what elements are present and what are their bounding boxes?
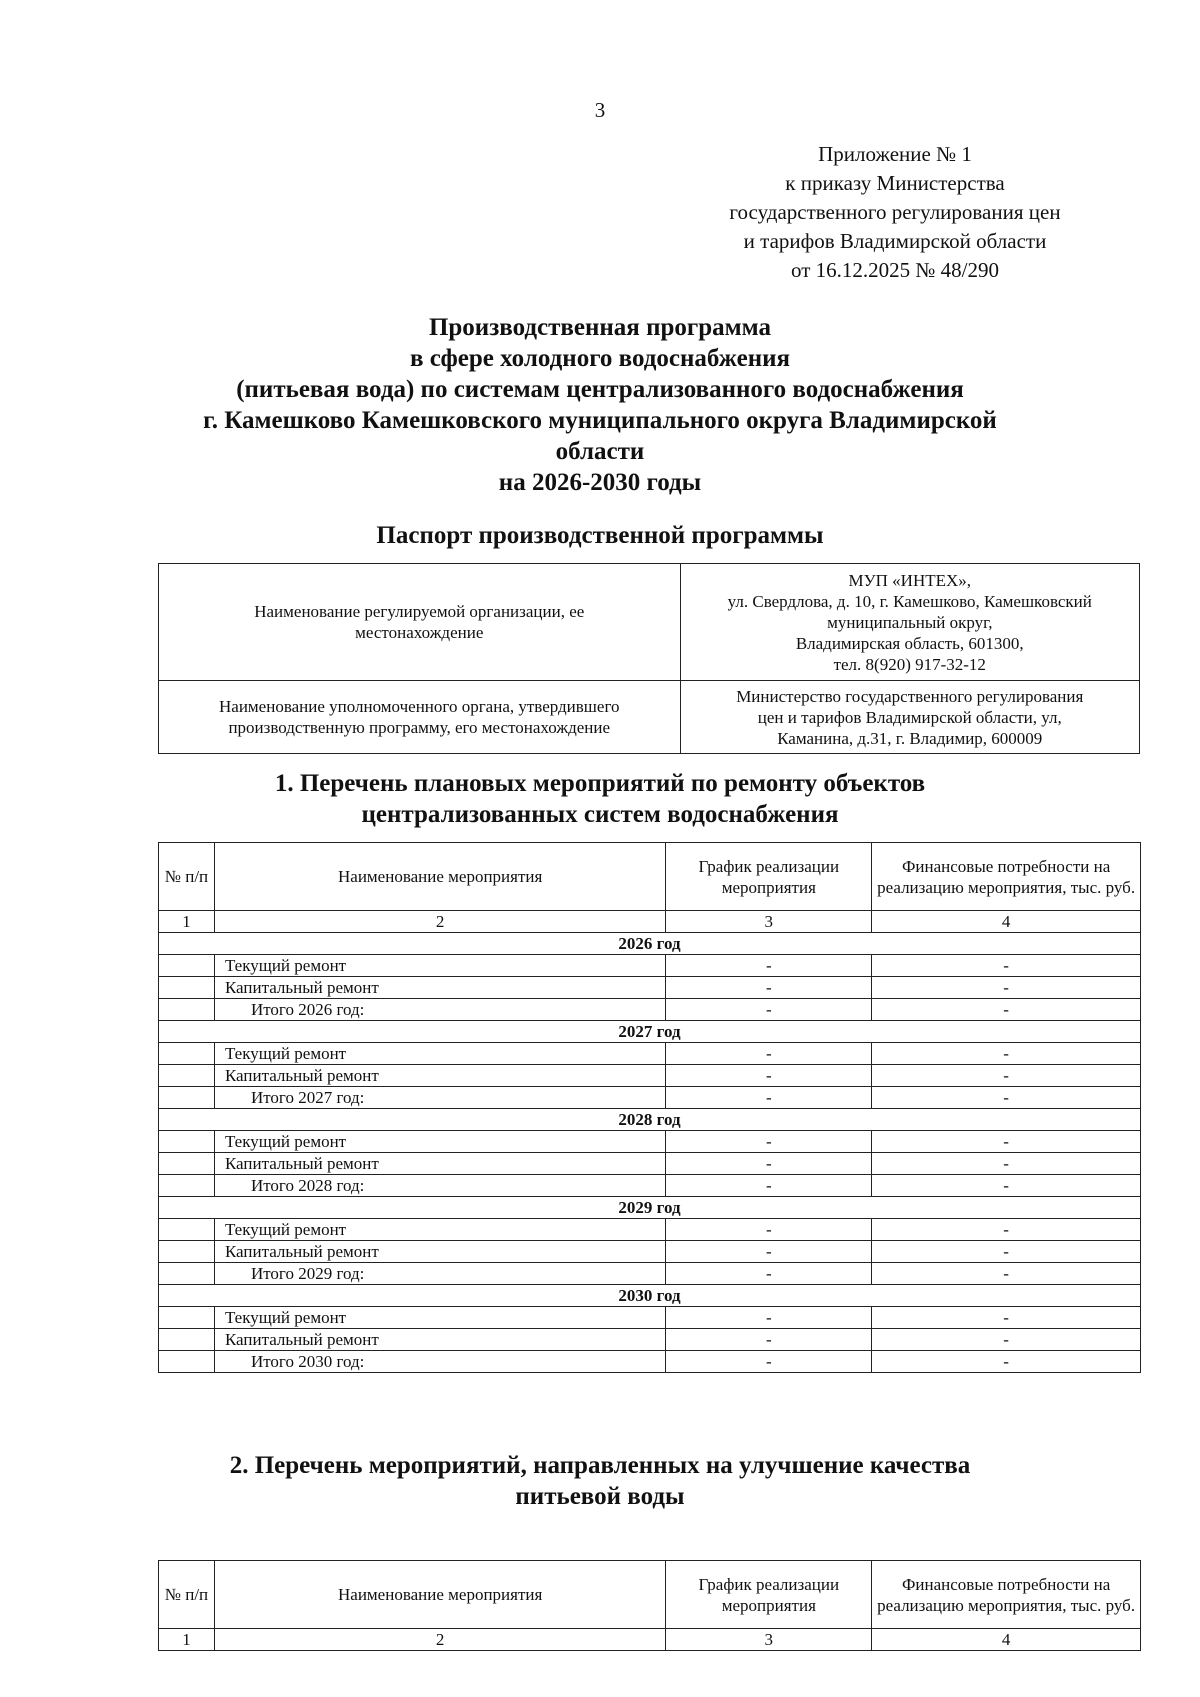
header-schedule: График реализации мероприятия [666, 843, 872, 911]
repair-measures-body [159, 933, 1141, 1373]
measure-name: Текущий ремонт [214, 1131, 665, 1153]
title-line: Производственная программа [428, 314, 772, 341]
title-line: (питьевая вода) по системам централизованного водоснабжения [236, 376, 964, 403]
table-row [159, 977, 1141, 999]
table-row [159, 1307, 1141, 1329]
appendix-line: Приложение № 1 [818, 142, 972, 166]
passport-row1-value [680, 564, 1139, 681]
passport-row2-label: Наименование уполномоченного органа, утвердившего производственную программу, его местонахождение [159, 681, 681, 754]
passport-table [158, 563, 1140, 754]
year-row [159, 1197, 1141, 1219]
measure-name: Итого 2028 год: [214, 1175, 665, 1197]
row-number [159, 1043, 215, 1065]
row-number [159, 1351, 215, 1373]
header-schedule: График реализации мероприятия [666, 1561, 872, 1629]
appendix-line: и тарифов Владимирской области [743, 229, 1047, 253]
table-row [159, 1351, 1141, 1373]
row-number [159, 1329, 215, 1351]
table-header-row [159, 843, 1141, 911]
finance-cell: - [872, 1043, 1141, 1065]
finance-cell: - [872, 1329, 1141, 1351]
column-number: 4 [872, 911, 1141, 933]
page-number: 3 [594, 98, 606, 122]
year-label: 2026 год [159, 933, 1141, 955]
passport-row1-label: Наименование регулируемой организации, ее местонахождение [159, 564, 681, 681]
header-number: № п/п [159, 1561, 215, 1629]
row-number [159, 1175, 215, 1197]
table-row [159, 1131, 1141, 1153]
measure-name: Текущий ремонт [214, 955, 665, 977]
year-label: 2028 год [159, 1109, 1141, 1131]
table-header-row [159, 1561, 1141, 1629]
title-line: в сфере холодного водоснабжения [409, 345, 791, 372]
section2-title-line: питьевой воды [515, 1483, 685, 1510]
year-label: 2029 год [159, 1197, 1141, 1219]
column-number-row [159, 1629, 1141, 1651]
table-row [159, 1219, 1141, 1241]
table-row [159, 955, 1141, 977]
section1-title-line: централизованных систем водоснабжения [361, 801, 839, 828]
year-label: 2027 год [159, 1021, 1141, 1043]
appendix-line: государственного регулирования цен [729, 200, 1061, 224]
schedule-cell: - [666, 999, 872, 1021]
passport-value-line: тел. 8(920) 917-32-12 [833, 654, 986, 674]
finance-cell: - [872, 1241, 1141, 1263]
passport-value-line: ул. Свердлова, д. 10, г. Камешково, Камешковский [727, 591, 1092, 611]
header-finance: Финансовые потребности на реализацию мероприятия, тыс. руб. [872, 1561, 1141, 1629]
table-row [159, 1329, 1141, 1351]
passport-row [159, 564, 1140, 681]
water-quality-measures-table [158, 1560, 1141, 1651]
section2-title [0, 1450, 1200, 1512]
section1-title-line: 1. Перечень плановых мероприятий по ремонту объектов [274, 770, 926, 797]
schedule-cell: - [666, 1043, 872, 1065]
measure-name: Капитальный ремонт [214, 977, 665, 999]
finance-cell: - [872, 1307, 1141, 1329]
measure-name: Капитальный ремонт [214, 1329, 665, 1351]
finance-cell: - [872, 1263, 1141, 1285]
schedule-cell: - [666, 1131, 872, 1153]
measure-name: Итого 2026 год: [214, 999, 665, 1021]
column-number-row [159, 911, 1141, 933]
passport-value-line: Каманина, д.31, г. Владимир, 600009 [777, 728, 1043, 748]
passport-value-line: цен и тарифов Владимирской области, ул, [757, 707, 1062, 727]
header-finance: Финансовые потребности на реализацию мероприятия, тыс. руб. [872, 843, 1141, 911]
table-row [159, 1175, 1141, 1197]
measure-name: Капитальный ремонт [214, 1153, 665, 1175]
finance-cell: - [872, 955, 1141, 977]
appendix-line: к приказу Министерства [785, 171, 1005, 195]
schedule-cell: - [666, 1175, 872, 1197]
passport-value-line: Министерство государственного регулирования [736, 686, 1084, 706]
column-number: 4 [872, 1629, 1141, 1651]
row-number [159, 977, 215, 999]
measure-name: Капитальный ремонт [214, 1241, 665, 1263]
table-row [159, 1241, 1141, 1263]
column-number: 1 [159, 1629, 215, 1651]
measure-name: Текущий ремонт [214, 1043, 665, 1065]
schedule-cell: - [666, 955, 872, 977]
table-row [159, 1087, 1141, 1109]
passport-value-line: муниципальный округ, [827, 612, 993, 632]
finance-cell: - [872, 1065, 1141, 1087]
schedule-cell: - [666, 1087, 872, 1109]
passport-value-line: МУП «ИНТЕХ», [848, 570, 972, 590]
finance-cell: - [872, 999, 1141, 1021]
column-number: 3 [666, 911, 872, 933]
column-number: 2 [214, 1629, 665, 1651]
measure-name: Текущий ремонт [214, 1307, 665, 1329]
measure-name: Текущий ремонт [214, 1219, 665, 1241]
column-number: 1 [159, 911, 215, 933]
year-label: 2030 год [159, 1285, 1141, 1307]
header-number: № п/п [159, 843, 215, 911]
measure-name: Итого 2030 год: [214, 1351, 665, 1373]
title-line: г. Камешково Камешковского муниципального округа Владимирской [203, 407, 997, 434]
finance-cell: - [872, 1131, 1141, 1153]
title-line: на 2026-2030 годы [498, 469, 702, 496]
row-number [159, 1263, 215, 1285]
schedule-cell: - [666, 1329, 872, 1351]
schedule-cell: - [666, 1065, 872, 1087]
passport-value-line: Владимирская область, 601300, [795, 633, 1024, 653]
repair-measures-table [158, 842, 1141, 1373]
passport-row2-value [680, 681, 1139, 754]
schedule-cell: - [666, 1241, 872, 1263]
header-name: Наименование мероприятия [214, 843, 665, 911]
table-row [159, 999, 1141, 1021]
row-number [159, 955, 215, 977]
year-row [159, 1109, 1141, 1131]
finance-cell: - [872, 1351, 1141, 1373]
row-number [159, 1087, 215, 1109]
appendix-header [660, 140, 1130, 285]
document-title [130, 312, 1070, 498]
schedule-cell: - [666, 1219, 872, 1241]
finance-cell: - [872, 1087, 1141, 1109]
table-row [159, 1043, 1141, 1065]
table-row [159, 1153, 1141, 1175]
row-number [159, 1219, 215, 1241]
year-row [159, 1021, 1141, 1043]
year-row [159, 933, 1141, 955]
schedule-cell: - [666, 1263, 872, 1285]
schedule-cell: - [666, 977, 872, 999]
finance-cell: - [872, 1153, 1141, 1175]
row-number [159, 1065, 215, 1087]
year-row [159, 1285, 1141, 1307]
column-number: 2 [214, 911, 665, 933]
row-number [159, 1307, 215, 1329]
finance-cell: - [872, 1219, 1141, 1241]
section2-title-line: 2. Перечень мероприятий, направленных на улучшение качества [229, 1452, 971, 1479]
passport-title: Паспорт производственной программы [376, 522, 824, 549]
appendix-line: от 16.12.2025 № 48/290 [790, 258, 1000, 282]
schedule-cell: - [666, 1153, 872, 1175]
schedule-cell: - [666, 1351, 872, 1373]
measure-name: Капитальный ремонт [214, 1065, 665, 1087]
column-number: 3 [666, 1629, 872, 1651]
table-row [159, 1263, 1141, 1285]
passport-row [159, 681, 1140, 754]
measure-name: Итого 2029 год: [214, 1263, 665, 1285]
row-number [159, 1153, 215, 1175]
row-number [159, 999, 215, 1021]
table-row [159, 1065, 1141, 1087]
header-name: Наименование мероприятия [214, 1561, 665, 1629]
row-number [159, 1241, 215, 1263]
row-number [159, 1131, 215, 1153]
title-line: области [555, 438, 645, 465]
section1-title [0, 768, 1200, 830]
finance-cell: - [872, 977, 1141, 999]
measure-name: Итого 2027 год: [214, 1087, 665, 1109]
schedule-cell: - [666, 1307, 872, 1329]
finance-cell: - [872, 1175, 1141, 1197]
